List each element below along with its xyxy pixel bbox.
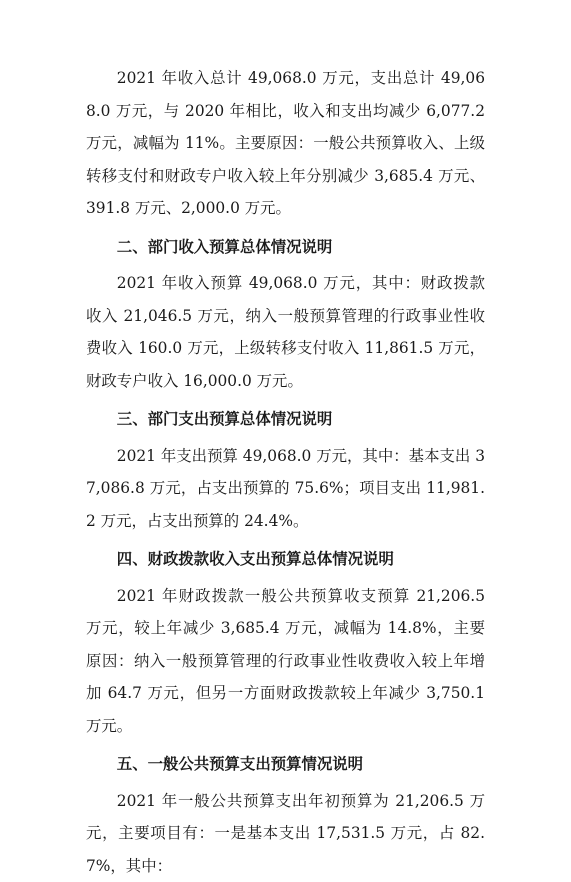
expenditure-paragraph: 2021 年支出预算 49,068.0 万元，其中：基本支出 37,086.8 万元，占支出预算的 75.6%；项目支出 11,981.2 万元，占支出预算的 24.4%。 <box>86 440 485 538</box>
intro-paragraph: 2021 年收入总计 49,068.0 万元，支出总计 49,068.0 万元，与 2020 年相比，收入和支出均减少 6,077.2 万元，减幅为 11%。主要原因：一般公共预算收入、上级转移支付和财政专户收入较上年分别减少 3,685.4 万元、391.8 万元、2,000.0 万元。 <box>86 62 485 225</box>
general-budget-paragraph: 2021 年一般公共预算支出年初预算为 21,206.5 万元，主要项目有：一是基本支出 17,531.5 万元，占 82.7%，其中： <box>86 785 485 882</box>
fiscal-paragraph: 2021 年财政拨款一般公共预算收支预算 21,206.5 万元，较上年减少 3,685.4 万元，减幅为 14.8%，主要原因：纳入一般预算管理的行政事业性收费收入较上年增加 64.7 万元，但另一方面财政拨款较上年减少 3,750.1 万元。 <box>86 580 485 743</box>
fiscal-section-heading: 四、财政拨款收入支出预算总体情况说明 <box>86 543 485 576</box>
income-paragraph: 2021 年收入预算 49,068.0 万元，其中：财政拨款收入 21,046.5 万元，纳入一般预算管理的行政事业性收费收入 160.0 万元，上级转移支付收入 11,861.5 万元，财政专户收入 16,000.0 万元。 <box>86 267 485 397</box>
income-section-heading: 二、部门收入预算总体情况说明 <box>86 231 485 264</box>
general-budget-section-heading: 五、一般公共预算支出预算情况说明 <box>86 748 485 781</box>
expenditure-section-heading: 三、部门支出预算总体情况说明 <box>86 403 485 436</box>
